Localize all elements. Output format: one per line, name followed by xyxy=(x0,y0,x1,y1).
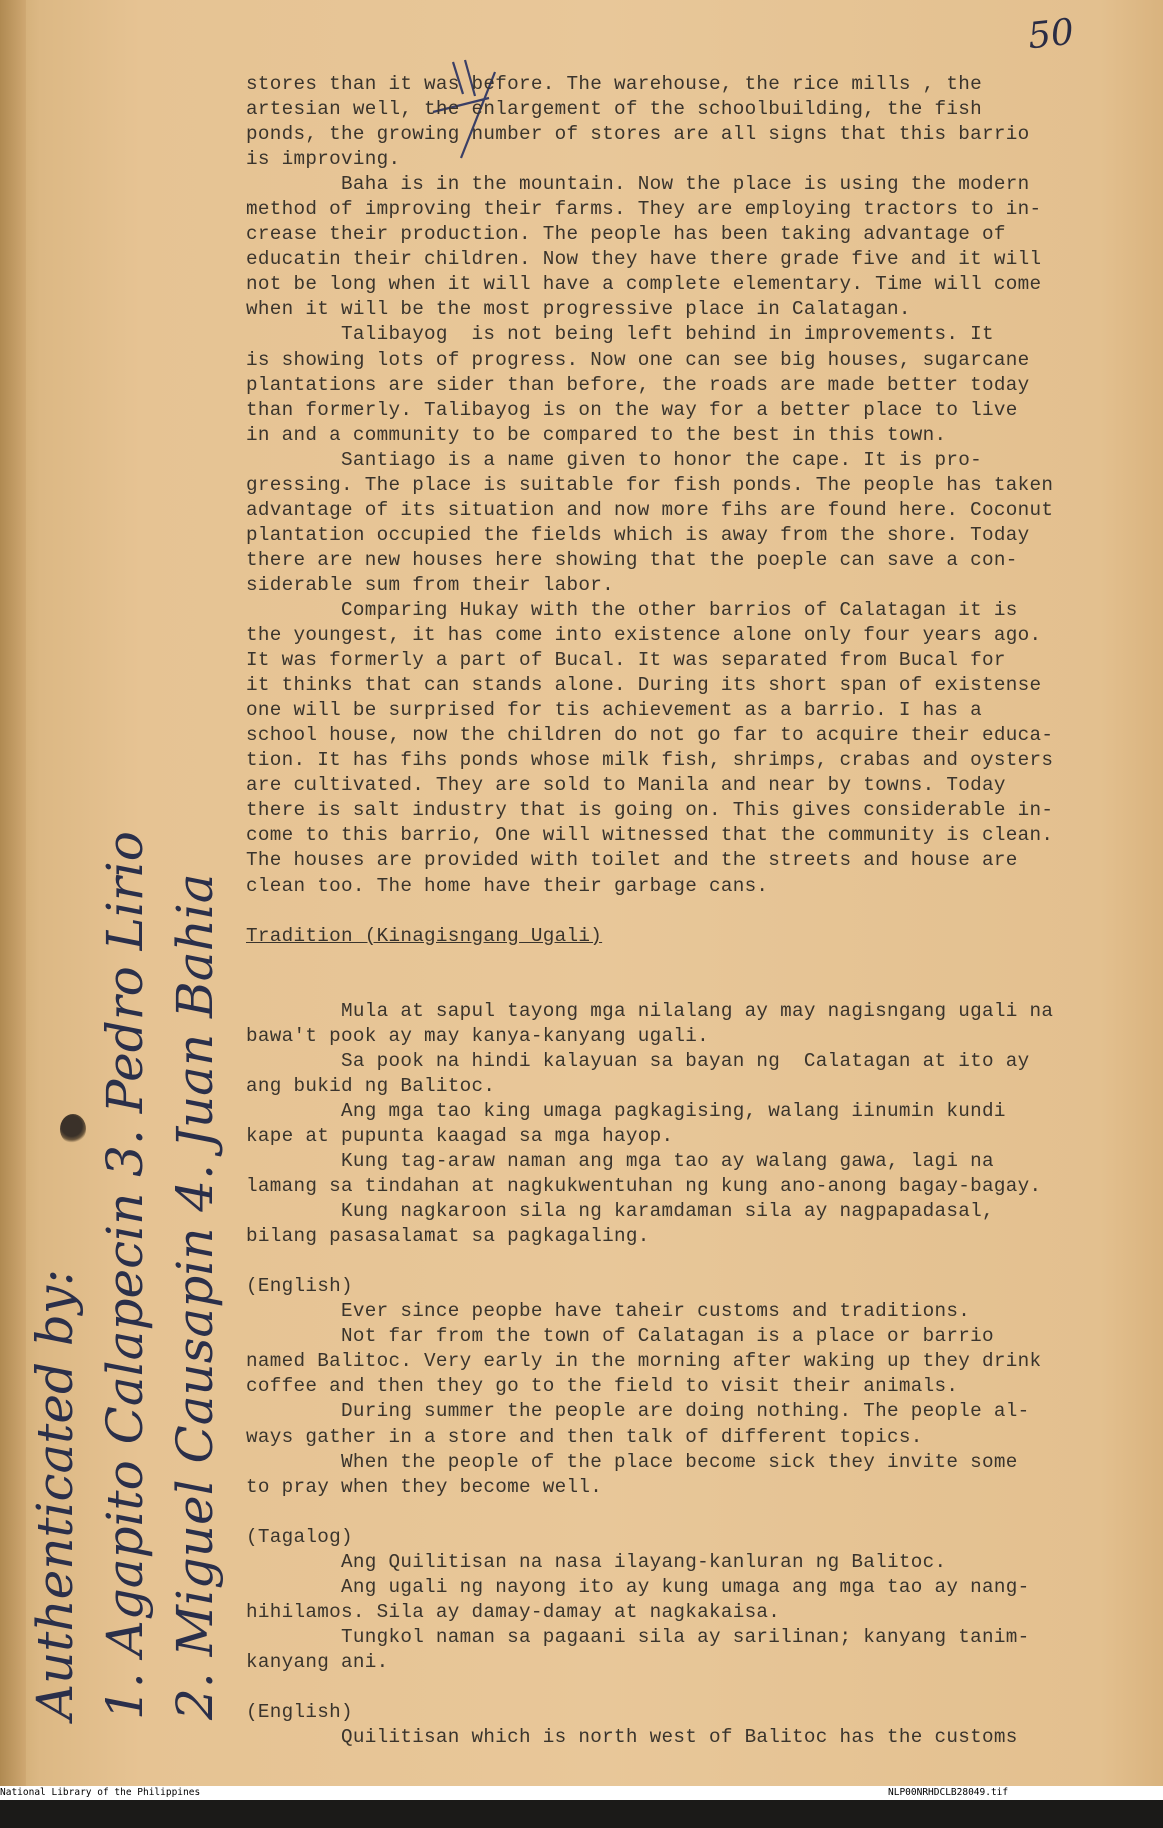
text-line: Sa pook na hindi kalayuan sa bayan ng Calatagan at ito ay xyxy=(246,1049,1030,1072)
footer-source: National Library of the Philippines xyxy=(0,1787,201,1798)
text-line: coffee and then they go to the field to visit their animals. xyxy=(246,1375,959,1398)
text-line: plantation occupied the fields which is away from the shore. Today xyxy=(246,523,1030,546)
text-line: Ang Quilitisan na nasa ilayang-kanluran ng Balitoc. xyxy=(246,1550,947,1573)
text-line: advantage of its situation and now more fihs are found here. Coconut xyxy=(246,498,1054,521)
text-line: come to this barrio, One will witnessed that the community is clean. xyxy=(246,824,1054,847)
text-line: the youngest, it has come into existence alone only four years ago. xyxy=(246,624,1042,647)
text-line: ponds, the growing number of stores are all signs that this barrio xyxy=(246,123,1030,146)
text-line: one will be surprised for tis achievement as a barrio. I has a xyxy=(246,699,982,722)
page-number: 50 xyxy=(1025,11,1076,58)
text-line: bawa't pook ay may kanya-kanyang ugali. xyxy=(246,1024,709,1047)
text-line: Santiago is a name given to honor the cape. It is pro- xyxy=(246,448,982,471)
text-line: Comparing Hukay with the other barrios of Calatagan it is xyxy=(246,598,1018,621)
text-line: named Balitoc. Very early in the morning after waking up they drink xyxy=(246,1350,1042,1373)
text-line: than formerly. Talibayog is on the way for a better place to live xyxy=(246,398,1018,421)
text-line: school house, now the children do not go far to acquire their educa- xyxy=(246,724,1054,747)
text-line: kape at pupunta kaagad sa mga hayop. xyxy=(246,1124,674,1147)
text-line: lamang sa tindahan at nagkukwentuhan ng kung ano-anong bagay-bagay. xyxy=(246,1175,1042,1198)
text-line: to pray when they become well. xyxy=(246,1475,603,1498)
text-line: siderable sum from their labor. xyxy=(246,573,614,596)
text-line: clean too. The home have their garbage cans. xyxy=(246,874,769,897)
text-line: are cultivated. They are sold to Manila and near by towns. Today xyxy=(246,774,1006,797)
text-line: is showing lots of progress. Now one can see big houses, sugarcane xyxy=(246,348,1030,371)
text-line: is improving. xyxy=(246,148,401,171)
handwritten-authentication xyxy=(20,831,230,1720)
text-line: stores than it was before. The warehouse, the rice mills , the xyxy=(246,73,982,95)
line-gap xyxy=(246,1249,1106,1274)
text-line: tion. It has fihs ponds whose milk fish, shrimps, crabas and oysters xyxy=(246,749,1054,772)
text-line: hihilamos. Sila ay damay-damay at nagkakaisa. xyxy=(246,1600,781,1623)
line-gap xyxy=(246,949,1106,974)
text-line: kanyang ani. xyxy=(246,1650,389,1673)
text-line: method of improving their farms. They are employing tractors to in- xyxy=(246,198,1042,221)
text-line: (Tagalog) xyxy=(246,1525,353,1548)
text-line: educatin their children. Now they have there grade five and it will xyxy=(246,248,1042,271)
text-line: Tradition (Kinagisngang Ugali) xyxy=(246,924,603,947)
text-line: plantations are sider than before, the roads are made better today xyxy=(246,373,1030,396)
line-gap xyxy=(246,1675,1106,1700)
line-gap xyxy=(246,899,1106,924)
text-line: there is salt industry that is going on. This gives considerable in- xyxy=(246,799,1054,822)
text-line: Talibayog is not being left behind in improvements. It xyxy=(246,323,994,346)
text-line: Mula at sapul tayong mga nilalang ay may nagisngang ugali na xyxy=(246,999,1054,1022)
typed-text-body xyxy=(246,72,1106,1750)
text-line: bilang pasasalamat sa pagkagaling. xyxy=(246,1225,650,1248)
text-line: During summer the people are doing nothing. The people al- xyxy=(246,1400,1030,1423)
authenticated-by-line: Authenticated by: xyxy=(26,1269,84,1720)
line-gap xyxy=(246,974,1106,999)
signatories-line-1: 1. Agapito Calapecin 3. Pedro Lirio xyxy=(96,831,154,1720)
text-line: ang bukid ng Balitoc. xyxy=(246,1074,496,1097)
signatories-line-2: 2. Miguel Causapin 4. Juan Bahia xyxy=(166,873,224,1720)
text-line: The houses are provided with toilet and the streets and house are xyxy=(246,849,1018,872)
text-line: Quilitisan which is north west of Balitoc has the customs xyxy=(246,1726,1018,1749)
text-line: Not far from the town of Calatagan is a place or barrio xyxy=(246,1325,994,1348)
text-line: Ever since peopbe have taheir customs and traditions. xyxy=(246,1300,971,1323)
text-line: Ang mga tao king umaga pagkagising, walang iinumin kundi xyxy=(246,1099,1006,1122)
text-line: When the people of the place become sick they invite some xyxy=(246,1450,1018,1473)
text-line: it thinks that can stands alone. During its short span of existense xyxy=(246,674,1042,697)
text-line: gressing. The place is suitable for fish ponds. The people has taken xyxy=(246,473,1054,496)
text-line: Kung tag-araw naman ang mga tao ay walang gawa, lagi na xyxy=(246,1150,994,1173)
text-line: ways gather in a store and then talk of different topics. xyxy=(246,1425,923,1448)
text-line: there are new houses here showing that the poeple can save a con- xyxy=(246,548,1018,571)
text-line: artesian well, the enlargement of the schoolbuilding, the fish xyxy=(246,98,982,121)
text-line: It was formerly a part of Bucal. It was separated from Bucal for xyxy=(246,649,1006,672)
line-gap xyxy=(246,1500,1106,1525)
footer-filename: NLP00NRHDCLB28049.tif xyxy=(888,1787,1009,1798)
scan-footer xyxy=(0,1786,1163,1800)
text-line: (English) xyxy=(246,1275,353,1298)
text-line: (English) xyxy=(246,1701,353,1724)
text-line: crease their production. The people has been taking advantage of xyxy=(246,223,1006,246)
text-line: Tungkol naman sa pagaani sila ay sarilinan; kanyang tanim- xyxy=(246,1625,1030,1648)
text-line: Ang ugali ng nayong ito ay kung umaga ang mga tao ay nang- xyxy=(246,1575,1030,1598)
text-line: Baha is in the mountain. Now the place is using the modern xyxy=(246,173,1030,196)
text-line: Kung nagkaroon sila ng karamdaman sila ay nagpapadasal, xyxy=(246,1200,994,1223)
text-line: when it will be the most progressive place in Calatagan. xyxy=(246,298,911,321)
text-line: in and a community to be compared to the best in this town. xyxy=(246,423,947,446)
text-line: not be long when it will have a complete elementary. Time will come xyxy=(246,273,1042,296)
